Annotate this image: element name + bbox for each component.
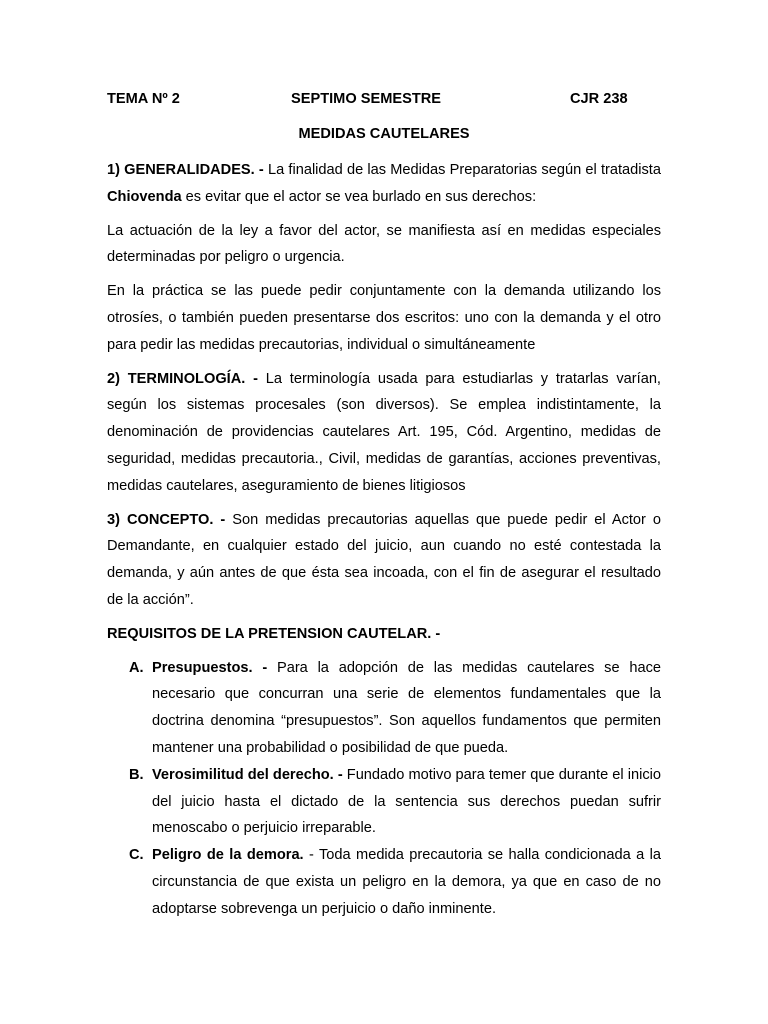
generalidades-text-1: La finalidad de las Medidas Preparatorias según el tratadista (263, 162, 661, 178)
requisitos-title: REQUISITOS DE LA PRETENSION CAUTELAR. - (107, 625, 441, 642)
paragraph-terminologia (107, 366, 661, 500)
heading-generalidades: 1) GENERALIDADES. - (107, 162, 264, 178)
list-marker: B. (129, 766, 144, 783)
document-title: MEDIDAS CAUTELARES (298, 126, 470, 142)
paragraph-actuacion: La actuación de la ley a favor del actor, se manifiesta así en medidas especiales determinadas por peligro o urgencia. (107, 222, 661, 266)
list-marker: A. (129, 659, 144, 676)
semestre-label: SEPTIMO SEMESTRE (291, 91, 442, 107)
document-body (107, 157, 661, 923)
list-item (107, 842, 661, 922)
list-item-text: Para la adopción de las medidas cautelares se hace necesario que concurran una serie de elementos fundamentales que la doctrina denomina “presupuestos”. Son aquellos fundamentos que permiten mantener una probabilidad o posibilidad de que pueda. (152, 659, 661, 756)
tema-label: TEMA Nº 2 (107, 91, 180, 107)
list-item-heading: Presupuestos. - (152, 659, 268, 676)
list-item-text: - Toda medida precautoria se halla condicionada a la circunstancia de que exista un peligro en la demora, ya que en caso de no adoptarse sobrevenga un perjuicio o daño inminente. (152, 847, 661, 917)
list-item (107, 655, 661, 762)
paragraph-concepto (107, 507, 661, 614)
list-item (107, 762, 661, 842)
paragraph-practica: En la práctica se las puede pedir conjuntamente con la demanda utilizando los otrosíes, o también pueden presentarse dos escritos: uno con la demanda y el otro para pedir las medidas precautorias, individual o simultáneamente (107, 283, 661, 353)
heading-concepto: 3) CONCEPTO. - (107, 511, 226, 528)
paragraph-generalidades (107, 157, 661, 211)
list-item-heading: Peligro de la demora. (152, 847, 304, 864)
heading-terminologia: 2) TERMINOLOGÍA. - (107, 370, 258, 387)
list-marker: C. (129, 847, 144, 864)
codigo-label: CJR 238 (570, 91, 628, 107)
list-item-text: Fundado motivo para temer que durante el inicio del juicio hasta el dictado de la sentencia sus derechos puedan sufrir menoscabo o perjuicio irreparable. (152, 766, 661, 837)
author-name: Chiovenda (107, 188, 182, 205)
terminologia-text: La terminología usada para estudiarlas y tratarlas varían, según los sistemas procesales (son diversos). Se emplea indistintamente, la denominación de providencias cautelares Art. 195, Cód. Argentino, medidas de seguridad, medidas precautoria., Civil, medidas de garantías, acciones preventivas, medidas cautelares, aseguramiento de bienes litigiosos (107, 370, 661, 494)
list-item-heading: Verosimilitud del derecho. - (152, 766, 343, 783)
document-header (0, 91, 768, 111)
concepto-text: Son medidas precautorias aquellas que puede pedir el Actor o Demandante, en cualquier estado del juicio, aun cuando no esté contestada la demanda, y aún antes de que ésta sea incoada, con el fin de asegurar el resultado de la acción”. (107, 511, 661, 608)
generalidades-text-2: es evitar que el actor se vea burlado en sus derechos: (181, 188, 537, 205)
requisitos-list (107, 655, 661, 923)
